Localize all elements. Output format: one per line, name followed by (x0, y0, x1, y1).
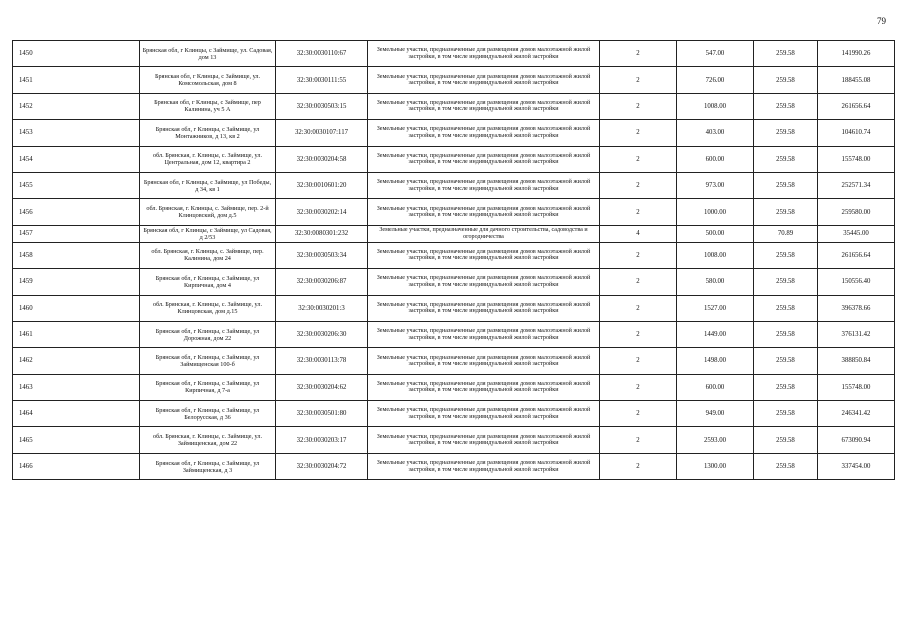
land-use-cell: Земельные участки, предназначенные для размещения домов малоэтажной жилой застройки, в том числе индивидуальной жилой застройки (368, 321, 600, 347)
cadastral-value-cell: 388850.84 (818, 348, 895, 374)
area-cell: 1000.00 (677, 199, 754, 225)
row-number-cell: 1462 (13, 348, 140, 374)
table-row (13, 172, 895, 198)
group-cell: 2 (600, 374, 677, 400)
land-use-cell: Земельные участки, предназначенные для дачного строительства, садоводства и огородничества (368, 225, 600, 242)
cadastral-value-cell: 104610.74 (818, 120, 895, 146)
land-use-cell: Земельные участки, предназначенные для размещения домов малоэтажной жилой застройки, в том числе индивидуальной жилой застройки (368, 242, 600, 268)
land-use-cell: Земельные участки, предназначенные для размещения домов малоэтажной жилой застройки, в том числе индивидуальной жилой застройки (368, 41, 600, 67)
cadastral-number-cell: 32:30:0030113:78 (276, 348, 368, 374)
row-number-cell: 1464 (13, 401, 140, 427)
cadastral-value-cell: 252571.34 (818, 172, 895, 198)
cadastral-value-cell: 396378.66 (818, 295, 895, 321)
cadastral-number-cell: 32:30:0030110:67 (276, 41, 368, 67)
table-row (13, 453, 895, 479)
land-use-cell: Земельные участки, предназначенные для размещения домов малоэтажной жилой застройки, в том числе индивидуальной жилой застройки (368, 172, 600, 198)
table-row (13, 401, 895, 427)
area-cell: 973.00 (677, 172, 754, 198)
rate-cell: 259.58 (754, 321, 818, 347)
rate-cell: 259.58 (754, 453, 818, 479)
rate-cell: 259.58 (754, 93, 818, 119)
table-row (13, 120, 895, 146)
row-number-cell: 1466 (13, 453, 140, 479)
cadastral-value-cell: 376131.42 (818, 321, 895, 347)
group-cell: 2 (600, 269, 677, 295)
group-cell: 2 (600, 120, 677, 146)
group-cell: 2 (600, 146, 677, 172)
cadastral-value-cell: 337454.00 (818, 453, 895, 479)
group-cell: 2 (600, 242, 677, 268)
rate-cell: 259.58 (754, 41, 818, 67)
row-number-cell: 1461 (13, 321, 140, 347)
table-row (13, 348, 895, 374)
area-cell: 949.00 (677, 401, 754, 427)
land-use-cell: Земельные участки, предназначенные для размещения домов малоэтажной жилой застройки, в том числе индивидуальной жилой застройки (368, 199, 600, 225)
area-cell: 1008.00 (677, 242, 754, 268)
row-number-cell: 1450 (13, 41, 140, 67)
cadastral-number-cell: 32:30:0080301:232 (276, 225, 368, 242)
address-cell: Брянская обл, г Клинцы, с Займище, ул Займищенская, д 3 (140, 453, 276, 479)
table-row (13, 93, 895, 119)
rate-cell: 259.58 (754, 401, 818, 427)
rate-cell: 70.89 (754, 225, 818, 242)
table-row (13, 242, 895, 268)
area-cell: 403.00 (677, 120, 754, 146)
cadastral-value-cell: 246341.42 (818, 401, 895, 427)
table-row (13, 67, 895, 93)
row-number-cell: 1463 (13, 374, 140, 400)
area-cell: 1300.00 (677, 453, 754, 479)
table-row (13, 269, 895, 295)
land-use-cell: Земельные участки, предназначенные для размещения домов малоэтажной жилой застройки, в том числе индивидуальной жилой застройки (368, 67, 600, 93)
rate-cell: 259.58 (754, 374, 818, 400)
group-cell: 2 (600, 172, 677, 198)
land-use-cell: Земельные участки, предназначенные для размещения домов малоэтажной жилой застройки, в том числе индивидуальной жилой застройки (368, 146, 600, 172)
address-cell: Брянская обл, г Клинцы, с Займище, ул Садовая, д 2/53 (140, 225, 276, 242)
group-cell: 2 (600, 401, 677, 427)
land-use-cell: Земельные участки, предназначенные для размещения домов малоэтажной жилой застройки, в том числе индивидуальной жилой застройки (368, 295, 600, 321)
area-cell: 580.00 (677, 269, 754, 295)
cadastral-number-cell: 32:30:0030202:14 (276, 199, 368, 225)
cadastral-number-cell: 32:30:0010601:20 (276, 172, 368, 198)
area-cell: 500.00 (677, 225, 754, 242)
cadastral-number-cell: 32:30:0030206:87 (276, 269, 368, 295)
cadastral-number-cell: 32:30:0030204:62 (276, 374, 368, 400)
row-number-cell: 1453 (13, 120, 140, 146)
row-number-cell: 1458 (13, 242, 140, 268)
cadastral-value-cell: 261656.64 (818, 93, 895, 119)
table-row (13, 41, 895, 67)
group-cell: 2 (600, 67, 677, 93)
cadastral-value-cell: 141990.26 (818, 41, 895, 67)
area-cell: 600.00 (677, 146, 754, 172)
page-number: 79 (877, 16, 886, 26)
cadastral-number-cell: 32:30:0030107:117 (276, 120, 368, 146)
cadastral-value-cell: 188455.08 (818, 67, 895, 93)
table-row (13, 199, 895, 225)
row-number-cell: 1465 (13, 427, 140, 453)
land-use-cell: Земельные участки, предназначенные для размещения домов малоэтажной жилой застройки, в том числе индивидуальной жилой застройки (368, 348, 600, 374)
cadastral-number-cell: 32:30:0030204:58 (276, 146, 368, 172)
row-number-cell: 1454 (13, 146, 140, 172)
cadastral-value-cell: 155748.00 (818, 146, 895, 172)
cadastral-value-cell: 35445.00 (818, 225, 895, 242)
address-cell: Брянская обл, г Клинцы, с Займище, ул Кирпичная, д 7-а (140, 374, 276, 400)
land-use-cell: Земельные участки, предназначенные для размещения домов малоэтажной жилой застройки, в том числе индивидуальной жилой застройки (368, 427, 600, 453)
cadastral-number-cell: 32:30:0030206:30 (276, 321, 368, 347)
address-cell: обл. Брянская, г. Клинцы, с. Займище, ул. Центральная, дом 12, квартира 2 (140, 146, 276, 172)
area-cell: 600.00 (677, 374, 754, 400)
address-cell: Брянская обл, г Клинцы, с Займище, ул. Садовая, дом 13 (140, 41, 276, 67)
group-cell: 2 (600, 93, 677, 119)
area-cell: 1449.00 (677, 321, 754, 347)
table-row (13, 225, 895, 242)
address-cell: Брянская обл, г Клинцы, с Займище, ул Победы, д 34, кв 1 (140, 172, 276, 198)
area-cell: 547.00 (677, 41, 754, 67)
rate-cell: 259.58 (754, 348, 818, 374)
area-cell: 1498.00 (677, 348, 754, 374)
rate-cell: 259.58 (754, 427, 818, 453)
group-cell: 2 (600, 348, 677, 374)
land-use-cell: Земельные участки, предназначенные для размещения домов малоэтажной жилой застройки, в том числе индивидуальной жилой застройки (368, 401, 600, 427)
group-cell: 2 (600, 427, 677, 453)
address-cell: Брянская обл, г Клинцы, с Займище, ул. Комсомольская, дом 8 (140, 67, 276, 93)
row-number-cell: 1451 (13, 67, 140, 93)
address-cell: Брянская обл, г Клинцы, с Займище, пер Калинина, уч 5 А (140, 93, 276, 119)
group-cell: 2 (600, 295, 677, 321)
cadastral-value-cell: 150556.40 (818, 269, 895, 295)
area-cell: 1527.00 (677, 295, 754, 321)
group-cell: 2 (600, 199, 677, 225)
address-cell: обл. Брянская, г. Клинцы, с. Займище, пер. 2-й Клинцовский, дом д.5 (140, 199, 276, 225)
row-number-cell: 1460 (13, 295, 140, 321)
cadastral-value-cell: 261656.64 (818, 242, 895, 268)
cadastral-number-cell: 32:30:0030204:72 (276, 453, 368, 479)
rate-cell: 259.58 (754, 172, 818, 198)
cadastral-number-cell: 32:30:0030503:15 (276, 93, 368, 119)
address-cell: обл. Брянская, г. Клинцы, с. Займище, пер. Калинина, дом 24 (140, 242, 276, 268)
address-cell: Брянская обл, г Клинцы, с Займище, ул Белорусская, д 36 (140, 401, 276, 427)
area-cell: 1008.00 (677, 93, 754, 119)
row-number-cell: 1459 (13, 269, 140, 295)
row-number-cell: 1456 (13, 199, 140, 225)
land-use-cell: Земельные участки, предназначенные для размещения домов малоэтажной жилой застройки, в том числе индивидуальной жилой застройки (368, 269, 600, 295)
row-number-cell: 1457 (13, 225, 140, 242)
cadastral-number-cell: 32:30:0030201:3 (276, 295, 368, 321)
row-number-cell: 1455 (13, 172, 140, 198)
area-cell: 726.00 (677, 67, 754, 93)
table-row (13, 146, 895, 172)
table-row (13, 374, 895, 400)
rate-cell: 259.58 (754, 295, 818, 321)
cadastral-number-cell: 32:30:0030203:17 (276, 427, 368, 453)
group-cell: 4 (600, 225, 677, 242)
rate-cell: 259.58 (754, 269, 818, 295)
land-use-cell: Земельные участки, предназначенные для размещения домов малоэтажной жилой застройки, в том числе индивидуальной жилой застройки (368, 93, 600, 119)
row-number-cell: 1452 (13, 93, 140, 119)
address-cell: обл. Брянская, г. Клинцы, с. Займище, ул. Клинцовская, дом д.15 (140, 295, 276, 321)
address-cell: обл. Брянская, г. Клинцы, с. Займище, ул. Займищенская, дом 22 (140, 427, 276, 453)
land-use-cell: Земельные участки, предназначенные для размещения домов малоэтажной жилой застройки, в том числе индивидуальной жилой застройки (368, 120, 600, 146)
address-cell: Брянская обл, г Клинцы, с Займище, ул Кирпичная, дом 4 (140, 269, 276, 295)
land-use-cell: Земельные участки, предназначенные для размещения домов малоэтажной жилой застройки, в том числе индивидуальной жилой застройки (368, 374, 600, 400)
cadastral-number-cell: 32:30:0030503:34 (276, 242, 368, 268)
rate-cell: 259.58 (754, 67, 818, 93)
group-cell: 2 (600, 321, 677, 347)
cadastral-value-cell: 673090.94 (818, 427, 895, 453)
cadastral-number-cell: 32:30:0030501:80 (276, 401, 368, 427)
land-use-cell: Земельные участки, предназначенные для размещения домов малоэтажной жилой застройки, в том числе индивидуальной жилой застройки (368, 453, 600, 479)
area-cell: 2593.00 (677, 427, 754, 453)
address-cell: Брянская обл, г Клинцы, с Займище, ул Займищенская 100-б (140, 348, 276, 374)
land-registry-table (12, 40, 895, 480)
cadastral-number-cell: 32:30:0030111:55 (276, 67, 368, 93)
address-cell: Брянская обл, г Клинцы, с Займище, ул Дорожная, дом 22 (140, 321, 276, 347)
rate-cell: 259.58 (754, 199, 818, 225)
cadastral-value-cell: 155748.00 (818, 374, 895, 400)
address-cell: Брянская обл, г Клинцы, с Займище, ул Монтажников, д 13, кв 2 (140, 120, 276, 146)
rate-cell: 259.58 (754, 120, 818, 146)
table-body (13, 41, 895, 480)
rate-cell: 259.58 (754, 146, 818, 172)
group-cell: 2 (600, 41, 677, 67)
table-row (13, 427, 895, 453)
table-row (13, 295, 895, 321)
group-cell: 2 (600, 453, 677, 479)
table-row (13, 321, 895, 347)
cadastral-value-cell: 259580.00 (818, 199, 895, 225)
rate-cell: 259.58 (754, 242, 818, 268)
